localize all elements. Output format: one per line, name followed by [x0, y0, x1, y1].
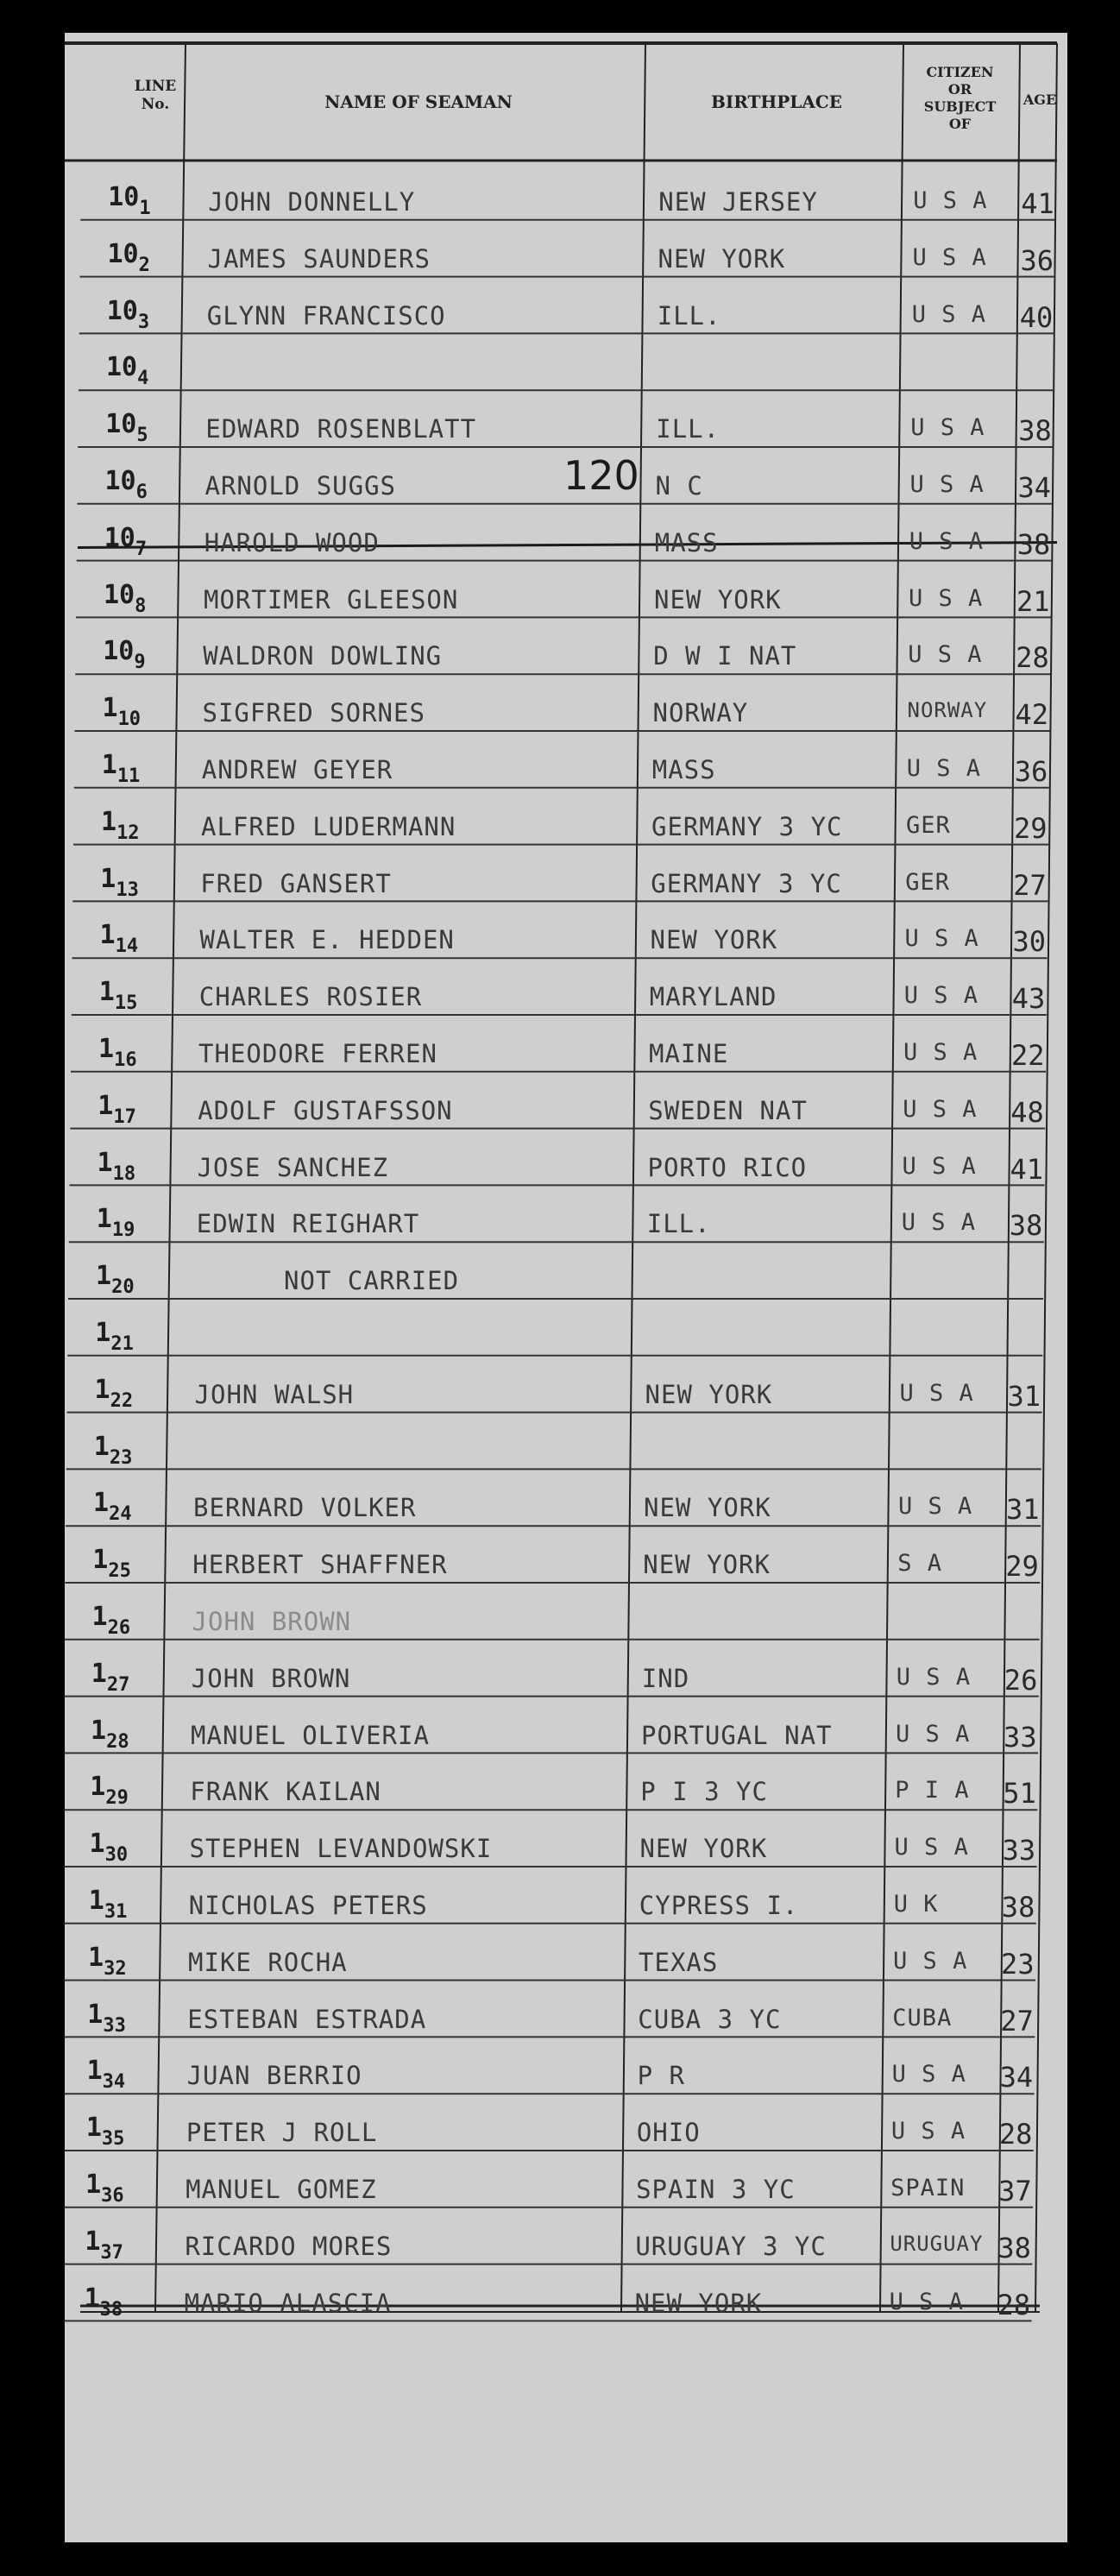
line-number-suffix: 31: [104, 1901, 128, 1923]
seaman-name: WALTER E. HEDDEN: [199, 925, 455, 955]
header-birthplace: BIRTHPLACE: [710, 91, 843, 112]
citizenship: U S A: [911, 300, 987, 328]
line-number-suffix: 24: [109, 1503, 132, 1526]
ruled-grid: [65, 33, 1067, 2542]
line-number-prefix: 1: [92, 1545, 109, 1576]
citizenship: U S A: [891, 2061, 966, 2088]
seaman-name: NOT CARRIED: [284, 1266, 460, 1296]
line-number-prefix: 10: [105, 352, 138, 383]
seaman-name: WALDRON DOWLING: [203, 641, 443, 671]
line-number-suffix: 14: [115, 935, 139, 958]
age: 33: [1004, 1720, 1037, 1754]
birthplace: MAINE: [649, 1039, 729, 1068]
age: 34: [1017, 471, 1052, 504]
seaman-name: NICHOLAS PETERS: [188, 1891, 428, 1920]
line-number: [96, 1204, 135, 1242]
line-number: [88, 1886, 128, 1923]
citizenship: NORWAY: [907, 698, 988, 723]
seaman-name: EDWIN REIGHART: [196, 1209, 420, 1239]
seaman-name: MANUEL GOMEZ: [186, 2175, 377, 2204]
birthplace: NEW YORK: [658, 243, 786, 274]
line-number: [88, 1942, 127, 1980]
line-number-suffix: 3: [137, 311, 150, 333]
line-number-prefix: 1: [102, 693, 118, 724]
birthplace: D W I NAT: [653, 641, 797, 671]
line-number-prefix: 1: [101, 806, 117, 837]
citizenship: URUGUAY: [890, 2231, 984, 2256]
line-number: [87, 1999, 126, 2037]
age: 38: [1009, 1209, 1043, 1243]
seaman-name: GLYNN FRANCISCO: [206, 300, 446, 331]
line-number-suffix: 13: [116, 879, 139, 901]
seaman-name: CHARLES ROSIER: [198, 982, 423, 1012]
seaman-name: ALFRED LUDERMANN: [201, 811, 456, 841]
seaman-name: JOHN DONNELLY: [208, 187, 416, 217]
age: 36: [1020, 243, 1054, 277]
line-number-prefix: 1: [96, 1261, 112, 1292]
line-number: [105, 352, 149, 390]
citizenship: U S A: [906, 755, 982, 782]
line-number-prefix: 10: [104, 466, 136, 496]
citizenship: SPAIN: [890, 2175, 966, 2201]
seaman-name: MARIO ALASCIA: [184, 2288, 392, 2318]
header-age: AGE: [1022, 91, 1057, 108]
line-number: [97, 1147, 136, 1185]
line-number-prefix: 1: [94, 1374, 110, 1405]
citizenship: U S A: [899, 1379, 974, 1407]
seaman-name: JUAN BERRIO: [186, 2061, 362, 2091]
seaman-name: JOHN BROWN: [191, 1663, 351, 1693]
birthplace: OHIO: [636, 2118, 701, 2148]
age: 30: [1012, 925, 1047, 959]
age: 22: [1011, 1039, 1045, 1072]
line-number-suffix: 21: [110, 1333, 134, 1355]
birthplace: TEXAS: [639, 1947, 719, 1977]
line-number-suffix: 23: [109, 1446, 133, 1469]
line-number: [85, 2170, 124, 2207]
line-number: [103, 636, 146, 674]
line-number-prefix: 1: [91, 1658, 107, 1689]
line-number-prefix: 1: [99, 920, 116, 951]
line-number-suffix: 9: [134, 652, 146, 674]
line-number: [84, 2283, 123, 2321]
line-number-prefix: 1: [84, 2283, 100, 2314]
age: 28: [997, 2288, 1031, 2321]
birthplace: IND: [641, 1663, 690, 1693]
age: 33: [1002, 1834, 1036, 1867]
line-number-suffix: 30: [104, 1844, 129, 1867]
age: 42: [1015, 698, 1049, 732]
handwritten-annotation: 120: [563, 452, 639, 499]
line-number-suffix: 16: [114, 1049, 137, 1071]
birthplace: MASS: [651, 755, 716, 784]
birthplace: PORTO RICO: [647, 1152, 808, 1182]
line-number: [89, 1829, 129, 1867]
line-number-prefix: 1: [95, 1318, 111, 1348]
line-number-suffix: 19: [111, 1219, 135, 1242]
line-number-prefix: 1: [91, 1715, 107, 1746]
citizenship: U S A: [909, 584, 984, 612]
line-number-suffix: 22: [110, 1389, 134, 1412]
citizenship: U S A: [903, 1095, 978, 1123]
birthplace: NEW JERSEY: [658, 187, 818, 217]
line-number-suffix: 32: [104, 1957, 127, 1980]
citizenship: U S A: [903, 1039, 978, 1066]
age: 43: [1011, 982, 1046, 1016]
line-number-suffix: 27: [106, 1673, 130, 1696]
birthplace: NEW YORK: [639, 1834, 768, 1864]
line-number: [105, 409, 148, 447]
header-line-no: LINE No.: [134, 78, 177, 114]
line-number-prefix: 1: [90, 1772, 106, 1803]
citizenship: U S A: [893, 1947, 968, 1975]
line-number-suffix: 5: [136, 425, 148, 447]
line-number-suffix: 35: [101, 2128, 125, 2151]
line-number: [99, 920, 139, 958]
age: 38: [1018, 414, 1052, 448]
birthplace: P I 3 YC: [640, 1777, 768, 1807]
line-number: [92, 1545, 131, 1583]
line-number: [91, 1715, 129, 1753]
line-number: [93, 1431, 133, 1469]
birthplace: NEW YORK: [645, 1379, 773, 1409]
line-number-prefix: 1: [93, 1431, 110, 1462]
birthplace: GERMANY 3 YC: [651, 811, 843, 841]
line-number: [104, 466, 148, 503]
age: 37: [998, 2175, 1032, 2208]
seaman-name: EDWARD ROSENBLATT: [205, 414, 477, 444]
age: 23: [1001, 1947, 1035, 1981]
seaman-name: JAMES SAUNDERS: [207, 243, 431, 274]
age: 48: [1010, 1095, 1044, 1129]
line-number-suffix: 6: [135, 482, 148, 503]
line-number-prefix: 10: [108, 182, 140, 212]
birthplace: NEW YORK: [634, 2288, 763, 2318]
line-number: [98, 1090, 136, 1128]
citizenship: U S A: [898, 1493, 973, 1521]
seaman-name: JOSE SANCHEZ: [197, 1152, 389, 1182]
line-number-prefix: 10: [104, 522, 135, 553]
line-number: [93, 1488, 132, 1526]
seaman-name: STEPHEN LEVANDOWSKI: [189, 1834, 493, 1864]
age: 38: [997, 2231, 1031, 2264]
line-number: [91, 1602, 131, 1639]
age: 27: [1000, 2004, 1034, 2037]
line-number-prefix: 1: [86, 2056, 103, 2087]
age: 28: [1016, 641, 1049, 675]
citizenship: U S A: [913, 187, 988, 214]
line-number-suffix: 15: [114, 992, 138, 1015]
birthplace: MARYLAND: [649, 982, 777, 1012]
line-number-prefix: 1: [89, 1829, 105, 1860]
line-number-suffix: 25: [108, 1560, 131, 1583]
age: 21: [1016, 584, 1050, 618]
birthplace: CYPRESS I.: [639, 1891, 799, 1920]
age: 36: [1014, 755, 1048, 788]
birthplace: SWEDEN NAT: [648, 1095, 808, 1125]
line-number-prefix: 1: [100, 863, 116, 894]
line-number-prefix: 1: [98, 1090, 114, 1121]
seaman-name: ADOLF GUSTAFSSON: [198, 1095, 453, 1125]
seaman-name: ARNOLD SUGGS: [204, 471, 397, 501]
line-number-prefix: 10: [104, 579, 135, 610]
seaman-name: PETER J ROLL: [186, 2118, 378, 2148]
line-number-suffix: 28: [106, 1730, 129, 1753]
seaman-name: FRED GANSERT: [200, 868, 392, 898]
birthplace: NEW YORK: [644, 1493, 771, 1523]
line-number-suffix: 7: [135, 538, 148, 560]
citizenship: U S A: [894, 1834, 969, 1861]
seaman-name: JOHN BROWN: [192, 1607, 352, 1636]
birthplace: ILL.: [656, 414, 720, 444]
line-number: [98, 977, 138, 1015]
line-number: [104, 579, 147, 617]
line-number-prefix: 1: [87, 1999, 104, 2030]
seaman-name: RICARDO MORES: [185, 2231, 393, 2261]
line-number: [91, 1658, 130, 1696]
seaman-name: MIKE ROCHA: [188, 1947, 348, 1977]
line-number: [107, 238, 150, 276]
line-number-prefix: 1: [88, 1942, 104, 1973]
line-number-suffix: 38: [99, 2298, 123, 2321]
citizenship: U S A: [889, 2288, 964, 2315]
birthplace: NEW YORK: [650, 925, 778, 955]
line-number-suffix: 33: [103, 2014, 126, 2037]
line-number-suffix: 18: [112, 1162, 136, 1185]
birthplace: GERMANY 3 YC: [651, 868, 842, 898]
line-number-suffix: 29: [105, 1787, 129, 1810]
header-name-of-seaman: NAME OF SEAMAN: [324, 91, 513, 112]
line-number: [108, 182, 151, 219]
citizenship: U S A: [903, 982, 979, 1010]
line-number: [96, 1261, 135, 1299]
line-number: [104, 522, 148, 560]
line-number: [94, 1374, 134, 1412]
citizenship: U S A: [901, 1209, 977, 1237]
citizenship: U S A: [890, 2118, 966, 2145]
line-number-suffix: 36: [101, 2185, 124, 2207]
line-number-suffix: 37: [100, 2241, 123, 2264]
age: 28: [998, 2118, 1033, 2151]
birthplace: PORTUGAL NAT: [641, 1720, 833, 1750]
citizenship: U S A: [912, 243, 987, 271]
line-number-prefix: 1: [85, 2113, 102, 2144]
birthplace: NORWAY: [652, 698, 749, 728]
citizenship: GER: [906, 811, 951, 839]
line-number-prefix: 1: [98, 1034, 115, 1064]
seaman-name: SIGFRED SORNES: [202, 698, 425, 728]
age: 26: [1004, 1663, 1038, 1697]
line-number-prefix: 10: [106, 295, 138, 326]
seaman-name: MANUEL OLIVERIA: [191, 1720, 430, 1750]
line-number-prefix: 1: [85, 2170, 102, 2200]
line-number-suffix: 12: [116, 822, 140, 844]
birthplace: ILL.: [646, 1209, 711, 1239]
line-number-suffix: 4: [137, 368, 149, 390]
line-number: [101, 806, 140, 844]
birthplace: P R: [637, 2061, 685, 2091]
line-number: [85, 2113, 125, 2151]
age: 34: [999, 2061, 1034, 2094]
line-number-prefix: 1: [85, 2226, 101, 2257]
birthplace: N C: [655, 471, 703, 501]
seaman-name: HAROLD WOOD: [204, 527, 380, 557]
citizenship: S A: [897, 1550, 943, 1578]
age: 41: [1010, 1152, 1044, 1186]
citizenship: GER: [905, 868, 951, 896]
age: 29: [1005, 1550, 1039, 1584]
citizenship: U S A: [908, 641, 983, 669]
birthplace: URUGUAY 3 YC: [635, 2231, 827, 2261]
citizenship: U S A: [904, 925, 979, 953]
citizenship: U S A: [909, 471, 985, 498]
line-number-suffix: 2: [138, 254, 150, 276]
birthplace: MASS: [654, 527, 719, 557]
citizenship: P I A: [895, 1777, 970, 1804]
line-number-suffix: 8: [135, 595, 147, 617]
seaman-name: JOHN WALSH: [194, 1379, 355, 1409]
line-number-suffix: 34: [102, 2071, 126, 2094]
age: 31: [1006, 1493, 1040, 1527]
line-number-suffix: 20: [111, 1276, 135, 1299]
line-number: [85, 2226, 123, 2264]
age: 40: [1019, 300, 1054, 334]
age: 38: [1016, 527, 1051, 561]
citizenship: U S A: [910, 414, 985, 442]
citizenship: U S A: [909, 527, 985, 555]
line-number-prefix: 10: [103, 636, 135, 667]
line-number-suffix: 17: [113, 1105, 136, 1128]
seaman-name: ANDREW GEYER: [201, 755, 393, 784]
line-number-suffix: 10: [117, 709, 142, 731]
age: 31: [1007, 1379, 1041, 1413]
line-number-suffix: 1: [139, 198, 151, 219]
line-number: [101, 750, 141, 787]
age: 41: [1021, 187, 1054, 220]
line-number: [102, 693, 142, 731]
line-number: [95, 1318, 134, 1355]
birthplace: NEW YORK: [643, 1550, 771, 1580]
line-number-prefix: 1: [96, 1204, 112, 1235]
age: 51: [1003, 1777, 1036, 1811]
age: 38: [1001, 1891, 1035, 1924]
line-number-suffix: 11: [116, 765, 141, 787]
birthplace: CUBA 3 YC: [638, 2004, 782, 2034]
manifest-page: [65, 33, 1067, 2542]
seaman-name: BERNARD VOLKER: [193, 1493, 417, 1523]
line-number-prefix: 1: [97, 1147, 113, 1178]
age: 27: [1013, 868, 1047, 902]
line-number-suffix: 26: [107, 1617, 131, 1639]
line-number-prefix: 1: [91, 1602, 108, 1632]
line-number: [86, 2056, 126, 2094]
seaman-name: MORTIMER GLEESON: [204, 584, 459, 614]
seaman-name: FRANK KAILAN: [190, 1777, 381, 1807]
seaman-name: THEODORE FERREN: [198, 1039, 437, 1068]
line-number: [90, 1772, 129, 1810]
age: 29: [1014, 811, 1048, 845]
line-number-prefix: 1: [93, 1488, 110, 1519]
header-citizen-or-subject-of: CITIZEN OR SUBJECT OF: [923, 64, 997, 132]
line-number-prefix: 1: [98, 977, 115, 1008]
line-number: [98, 1034, 137, 1071]
seaman-name: HERBERT SHAFFNER: [192, 1550, 448, 1580]
birthplace: NEW YORK: [654, 584, 782, 614]
citizenship: U S A: [902, 1152, 977, 1180]
line-number: [100, 863, 139, 901]
line-number-prefix: 10: [105, 409, 137, 440]
citizenship: U K: [893, 1891, 939, 1918]
birthplace: ILL.: [657, 300, 721, 331]
line-number-prefix: 1: [88, 1886, 104, 1916]
line-number-prefix: 10: [107, 238, 139, 269]
line-number: [106, 295, 150, 333]
seaman-name: ESTEBAN ESTRADA: [187, 2004, 427, 2034]
citizenship: U S A: [896, 1720, 971, 1748]
citizenship: CUBA: [892, 2004, 953, 2031]
line-number-prefix: 1: [101, 750, 117, 780]
birthplace: SPAIN 3 YC: [636, 2175, 796, 2204]
citizenship: U S A: [896, 1663, 972, 1691]
